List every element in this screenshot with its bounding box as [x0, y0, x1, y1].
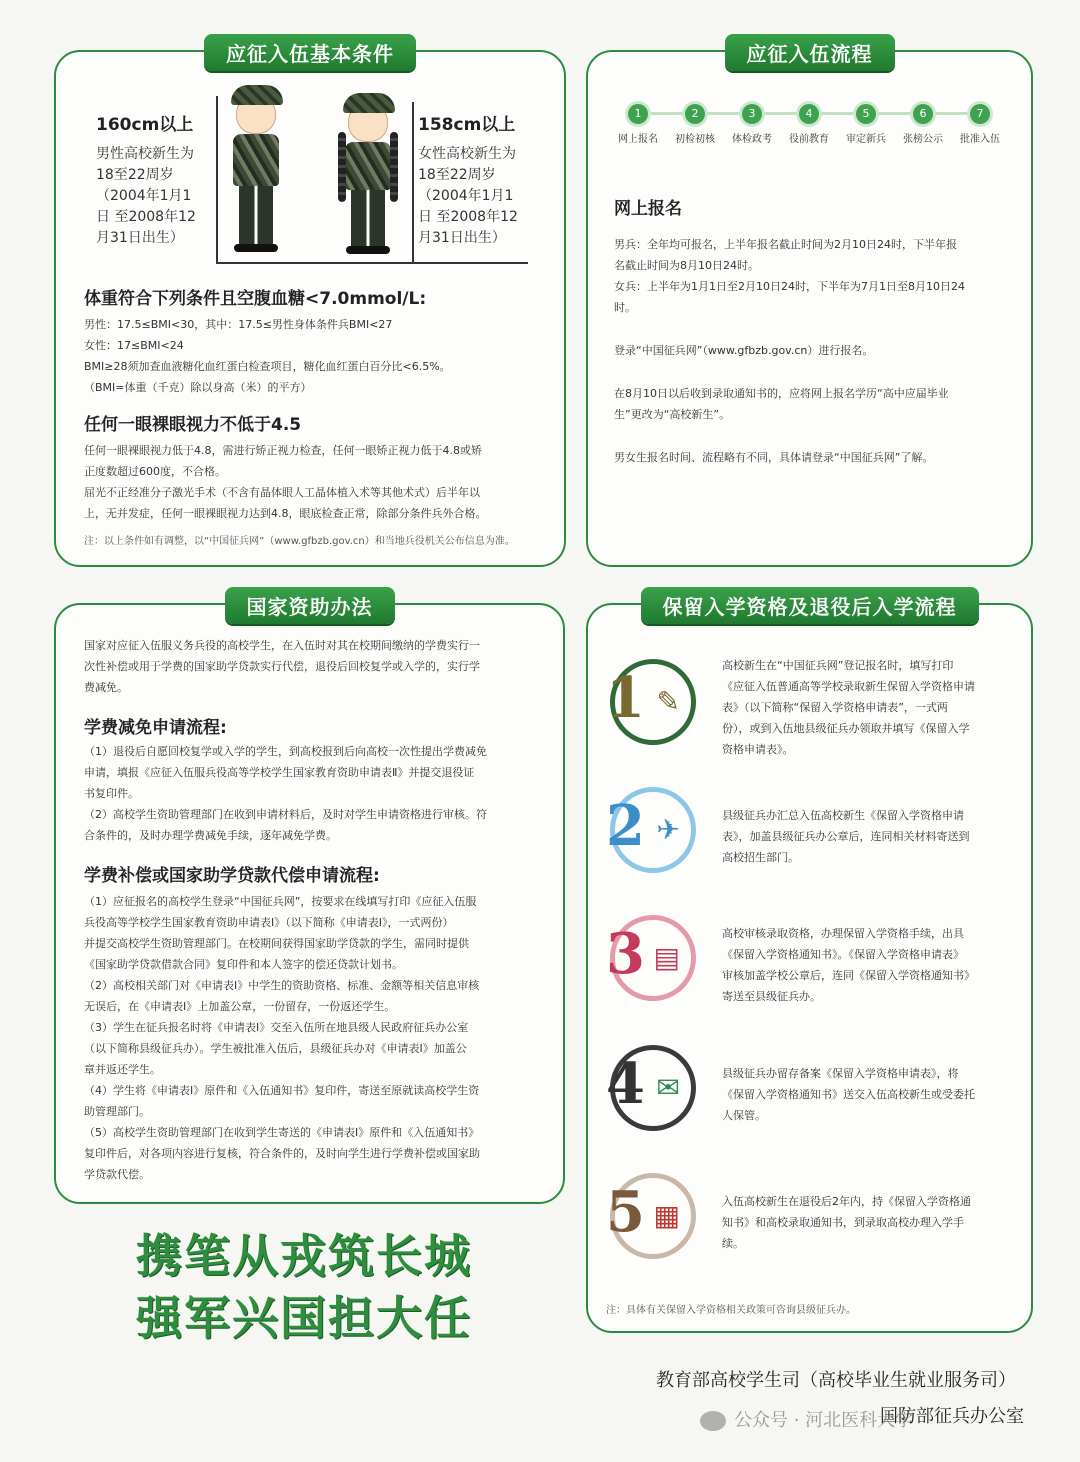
- step-emblem-3: 3 ▤: [610, 915, 696, 1001]
- step-3: 3 体检政考: [724, 104, 780, 145]
- watermark: 公众号 · 河北医科大学: [700, 1406, 913, 1432]
- step-text-4: 县级征兵办留存备案《保留入学资格申请表》，将 《保留入学资格通知书》送交入伍高校新生或受委托 人保管。: [722, 1067, 975, 1122]
- step-emblem-4: 4 ✉: [610, 1045, 696, 1131]
- form-icon: ✎: [656, 685, 680, 718]
- step-text-2: 县级征兵办汇总入伍高校新生《保留入学资格申请 表》，加盖县级征兵办公章后，连同相关材料寄送到 高校招生部门。: [722, 809, 970, 864]
- female-soldier-illustration: [340, 102, 396, 254]
- vision-title: 任何一眼裸眼视力不低于4.5: [84, 415, 302, 435]
- enlistment-process-panel: [586, 42, 1033, 567]
- financial-aid-panel: [54, 595, 565, 1204]
- panel-title: 应征入伍基本条件: [204, 34, 416, 71]
- step-2: 2 初检初核: [667, 104, 723, 145]
- envelope-icon: ✉: [656, 1071, 680, 1104]
- step-6: 6 张榜公示: [895, 104, 951, 145]
- step-emblem-2: 2 ✈: [610, 787, 696, 873]
- panel-title: 保留入学资格及退役后入学流程: [641, 587, 979, 624]
- online-registration-title: 网上报名: [614, 199, 682, 219]
- basic-conditions-panel: [54, 42, 566, 567]
- step-emblem-5: 5 ▦: [610, 1173, 696, 1259]
- step-text-1: 高校新生在“中国征兵网”登记报名时，填写打印 《应征入伍普通高等学校录取新生保留入学资格申请 表》（以下简称“保留入学资格申请表”，一式两 份），或到入伍地县级征兵办领取并填写《保留入学 资格申请表》。: [722, 659, 975, 756]
- step-text-3: 高校审核录取资格，办理保留入学资格手续，出具 《保留入学资格通知书》。《保留入学资格申请表》 审核加盖学校公章后，连同《保留入学资格通知书》 寄送至县级征兵办。: [722, 927, 975, 1003]
- weight-text: 男性：17.5≤BMI<30，其中：17.5≤男性身体条件兵BMI<27 女性：17≤BMI<24 BMI≥28须加查血液糖化血红蛋白检查项目，糖化血红蛋白百分比<6.5%。 （BMI=体重（千克）除以身高（米）的平方）: [84, 318, 451, 394]
- issuer-2: 国防部征兵办公室: [880, 1406, 1024, 1427]
- weight-title: 体重符合下列条件且空腹血糖<7.0mmol/L:: [84, 289, 427, 309]
- male-desc: 男性高校新生为 18至22周岁 （2004年1月1 日 至2008年12 月31日出生）: [96, 146, 196, 246]
- panel-title: 国家资助办法: [225, 587, 395, 624]
- vision-text: 任何一眼裸眼视力低于4.8，需进行矫正视力检查，任何一眼矫正视力低于4.8或矫 正度数超过600度，不合格。 屈光不正经准分子激光手术（不含有晶体眼人工晶体植入术等其他术式）后半年以 上，无并发症，任何一眼裸眼视力达到4.8，眼底检查正常，除部分条件兵外合格。: [84, 444, 487, 520]
- step-1: 1 网上报名: [610, 104, 666, 145]
- female-height: 158cm以上: [418, 115, 516, 135]
- male-height-marker: [216, 96, 218, 262]
- slogan-line-1: 携笔从戎筑长城: [136, 1229, 472, 1283]
- step-emblem-1: 1 ✎: [610, 659, 696, 745]
- panel-title: 应征入伍流程: [725, 34, 895, 71]
- step-7: 7 批准入伍: [952, 104, 1008, 145]
- step-text-5: 入伍高校新生在退役后2年内，持《保留入学资格通 知书》和高校录取通知书，到录取高校办理入学手 续。: [722, 1195, 971, 1250]
- paper-plane-icon: ✈: [656, 813, 680, 846]
- document-check-icon: ▤: [653, 941, 680, 974]
- panel4-note: 注：具体有关保留入学资格相关政策可咨询县级征兵办。: [606, 1305, 856, 1316]
- step-4: 4 役前教育: [781, 104, 837, 145]
- tuition-waiver-text: （1）退役后自愿回校复学或入学的学生，到高校报到后向高校一次性提出学费减免 申请，填报《应征入伍服兵役高等学校学生国家教育资助申请表Ⅱ》并提交退役证 书复印件。 （2）高校学生资助管理部门在收到申请材料后，及时对学生申请资格进行审核。符 合条件的，及时办理学费减免手续，逐年减免学费。: [84, 745, 487, 842]
- ground-line: [216, 262, 528, 264]
- retain-enrollment-panel: [586, 595, 1033, 1333]
- panel1-note: 注：以上条件如有调整，以“中国征兵网”（www.gfbzb.gov.cn）和当地兵役机关公布信息为准。: [84, 536, 515, 547]
- slogan-line-2: 强军兴国担大任: [136, 1291, 472, 1345]
- step-5: 5 审定新兵: [838, 104, 894, 145]
- male-soldier-illustration: [228, 94, 284, 252]
- aid-intro: 国家对应征入伍服义务兵役的高校学生，在入伍时对其在校期间缴纳的学费实行一 次性补偿或用于学费的国家助学贷款实行代偿，退役后回校复学或入学的，实行学 费减免。: [84, 639, 480, 694]
- registration-text: 男兵：全年均可报名，上半年报名截止时间为2月10日24时，下半年报 名截止时间为8月10日24时。 女兵：上半年为1月1日至2月10日24时，下半年为7月1日至8月10日24 时。 登录“中国征兵网”（www.gfbzb.gov.cn）进行报名。 在8月10日以后收到录取通知书的，应将网上报名学历“高中应届毕业 生”更改为“高校新生”。 男女生报名时间、流程略有不同，具体请登录“中国征兵网”了解。: [614, 238, 965, 464]
- male-height: 160cm以上: [96, 115, 194, 135]
- female-desc: 女性高校新生为 18至22周岁 （2004年1月1 日 至2008年12 月31日出生）: [418, 146, 518, 246]
- wechat-icon: [700, 1411, 726, 1431]
- building-icon: ▦: [653, 1199, 680, 1232]
- compensation-text: （1）应征报名的高校学生登录“中国征兵网”，按要求在线填写打印《应征入伍服 兵役高等学校学生国家教育资助申请表Ⅰ》（以下简称《申请表Ⅰ》，一式两份） 并提交高校学生资助管理部门。在校期间获得国家助学贷款的学生，需同时提供 《国家助学贷款借款合同》复印件和本人签字的偿还贷款计划书。 （2）高校相关部门对《申请表Ⅰ》中学生的资助资格、标准、金额等相关信息审核 无误后，在《申请表Ⅰ》上加盖公章，一份留存，一份返还学生。 （3）学生在征兵报名时将《申请表Ⅰ》交至入伍所在地县级人民政府征兵办公室 （以下简称县级征兵办）。学生被批准入伍后，县级征兵办对《申请表Ⅰ》加盖公 章并返还学生。 （4）学生将《申请表Ⅰ》原件和《入伍通知书》复印件，寄送至原就读高校学生资 助管理部门。 （5）高校学生资助管理部门在收到学生寄送的《申请表Ⅰ》原件和《入伍通知书》 复印件后，对各项内容进行复核，符合条件的，及时向学生进行学费补偿或国家助 学贷款代偿。: [84, 895, 480, 1181]
- compensation-title: 学费补偿或国家助学贷款代偿申请流程:: [84, 866, 380, 886]
- issuer-1: 教育部高校学生司（高校毕业生就业服务司）: [656, 1370, 1016, 1391]
- tuition-waiver-title: 学费减免申请流程:: [84, 718, 227, 738]
- female-height-marker: [412, 102, 414, 262]
